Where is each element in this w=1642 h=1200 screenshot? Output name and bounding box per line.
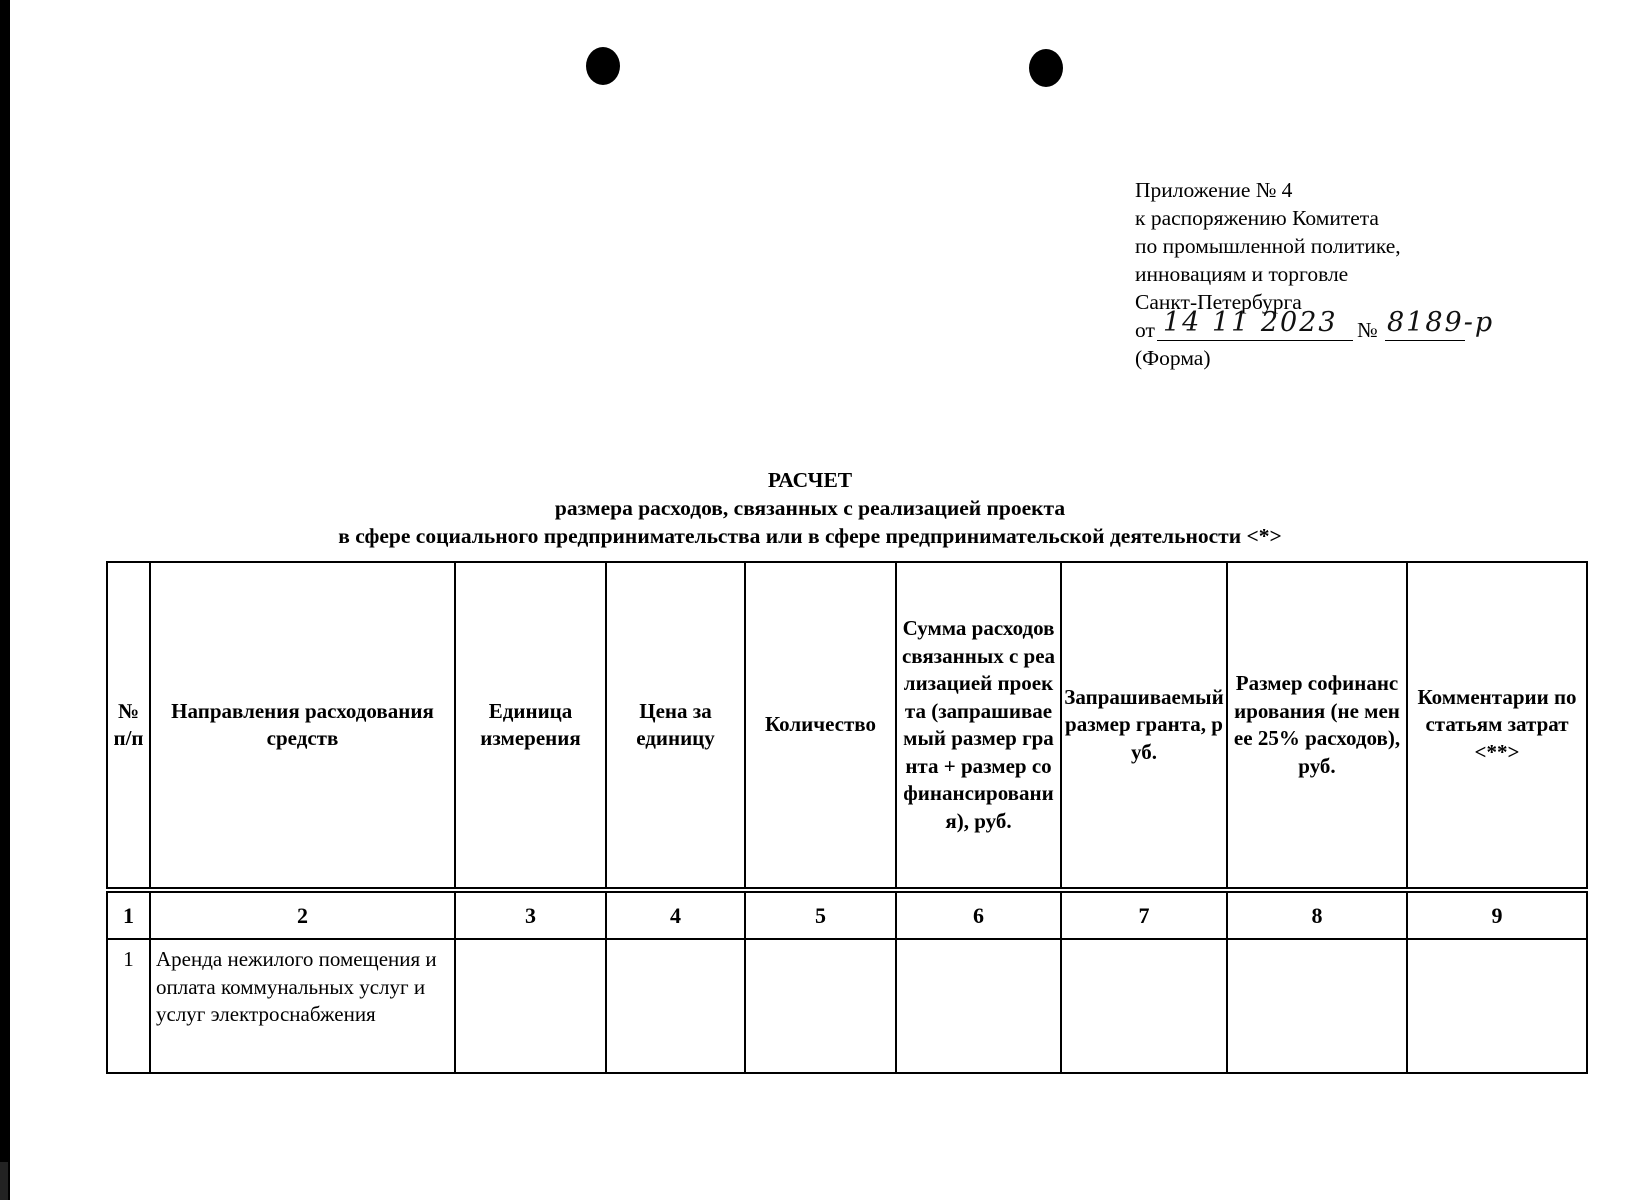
header-cell-comment: Комментарии по статьям затрат <**> bbox=[1407, 562, 1587, 890]
cofinancing-cell bbox=[1227, 939, 1407, 1073]
direction-cell: Аренда нежилого помещения и оплата коммунальных услуг и услуг электроснабжения bbox=[150, 939, 455, 1073]
date-underline bbox=[1157, 340, 1353, 341]
column-number-cell: 4 bbox=[606, 890, 745, 939]
scan-edge-left bbox=[0, 0, 10, 1200]
header-cell-grant: Запрашиваемый размер гранта, руб. bbox=[1061, 562, 1227, 890]
total-cell bbox=[896, 939, 1061, 1073]
appendix-header bbox=[1135, 176, 1555, 372]
header-cell-num: № п/п bbox=[107, 562, 150, 890]
grant-cell bbox=[1061, 939, 1227, 1073]
table-row bbox=[107, 939, 1587, 1073]
column-number-cell: 8 bbox=[1227, 890, 1407, 939]
row-number-cell: 1 bbox=[107, 939, 150, 1073]
handwritten-date: 14 11 2023 bbox=[1163, 307, 1338, 338]
title-heading: РАСЧЕТ bbox=[767, 468, 853, 492]
punch-hole-right bbox=[1029, 49, 1063, 87]
column-number-cell: 3 bbox=[455, 890, 606, 939]
date-prefix: от bbox=[1135, 318, 1155, 342]
unit-cell bbox=[455, 939, 606, 1073]
column-number-row bbox=[107, 890, 1587, 939]
scan-edge-left-bottom bbox=[0, 1162, 8, 1200]
appendix-line: к распоряжению Комитета bbox=[1135, 206, 1379, 230]
header-cell-price: Цена за единицу bbox=[606, 562, 745, 890]
header-cell-quantity: Количество bbox=[745, 562, 896, 890]
appendix-line: Санкт-Петербурга bbox=[1135, 290, 1302, 314]
appendix-line: инновациям и торговле bbox=[1135, 262, 1349, 286]
appendix-line: по промышленной политике, bbox=[1135, 234, 1401, 258]
form-label: (Форма) bbox=[1135, 346, 1211, 370]
expense-calculation-table bbox=[106, 561, 1588, 1074]
price-cell bbox=[606, 939, 745, 1073]
number-prefix: № bbox=[1357, 318, 1378, 342]
punch-hole-left bbox=[586, 47, 620, 85]
header-row bbox=[107, 562, 1587, 890]
header-cell-cofinancing: Размер софинансирования (не менее 25% расходов), руб. bbox=[1227, 562, 1407, 890]
column-number-cell: 9 bbox=[1407, 890, 1587, 939]
appendix-line: Приложение № 4 bbox=[1135, 178, 1293, 202]
date-number-line bbox=[1135, 307, 1555, 344]
column-number-cell: 6 bbox=[896, 890, 1061, 939]
number-underline bbox=[1385, 340, 1465, 341]
title-line-1: размера расходов, связанных с реализацией проекта bbox=[554, 496, 1066, 520]
column-number-cell: 2 bbox=[150, 890, 455, 939]
column-number-cell: 1 bbox=[107, 890, 150, 939]
document-title bbox=[160, 466, 1460, 550]
column-number-cell: 7 bbox=[1061, 890, 1227, 939]
handwritten-number: 8189-р bbox=[1387, 307, 1495, 338]
quantity-cell bbox=[745, 939, 896, 1073]
header-cell-total: Сумма расходов связанных с реализацией проекта (запрашиваемый размер гранта + размер софинансирования), руб. bbox=[896, 562, 1061, 890]
column-number-cell: 5 bbox=[745, 890, 896, 939]
header-cell-direction: Направления расходования средств bbox=[150, 562, 455, 890]
title-line-2: в сфере социального предпринимательства или в сфере предпринимательской деятельности <*> bbox=[338, 524, 1282, 548]
comment-cell bbox=[1407, 939, 1587, 1073]
header-cell-unit: Единица измерения bbox=[455, 562, 606, 890]
